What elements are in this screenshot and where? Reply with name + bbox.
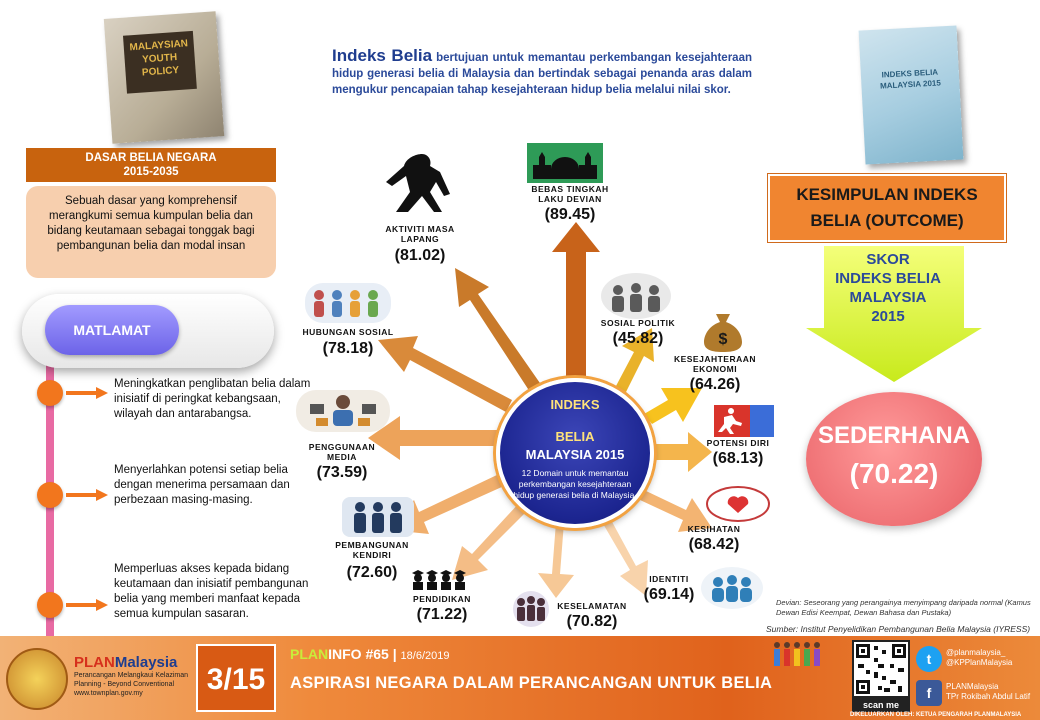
people-row-icon	[772, 640, 826, 668]
outcome-line1: KESIMPULAN INDEKS	[796, 185, 978, 204]
twitter-handles	[946, 648, 1012, 668]
arrow-aktiviti-masa	[455, 268, 542, 392]
book-cover-title: INDEKS BELIA MALAYSIA 2015	[879, 67, 942, 91]
goal-item-2: Menyerlahkan potensi setiap belia dengan menerima persamaan dan perbezaan masing-masing.	[114, 464, 290, 506]
issued-by-note: DIKELUARKAN OLEH: KETUA PENGARAH PLANMALAYSIA	[850, 712, 1022, 718]
skor-line4: 2015	[871, 308, 905, 325]
arrow-keselamatan	[538, 522, 574, 598]
runner-potential-icon	[714, 405, 774, 437]
svg-text:$: $	[718, 331, 728, 348]
social-politics-crowd-icon	[600, 272, 672, 320]
planinfo-separator: |	[388, 646, 401, 662]
domain-label-line: KENDIRI	[352, 550, 392, 560]
domain-label-line: BEBAS TINGKAH	[531, 184, 609, 194]
domain-label-keselamatan: KESELAMATAN	[557, 601, 627, 611]
arrow-identiti	[602, 518, 648, 596]
domain-label-potensi-diri: POTENSI DIRI	[706, 438, 770, 448]
domain-score-kesejahteraan-ekonomi: (64.26)	[689, 376, 741, 393]
devian-note: Devian: Seseorang yang perangainya menyimpang daripada normal (Kamus Dewan Edisi Keempat, Dewan Bahasa dan Pustaka)	[776, 598, 1031, 617]
domain-score-pembangunan-kendiri: (72.60)	[346, 564, 398, 581]
brand-sub2: Planning - Beyond Conventional	[74, 681, 175, 688]
planinfo-issue	[290, 646, 449, 662]
domain-score-kesihatan: (68.42)	[688, 536, 740, 553]
planinfo-number: INFO #65	[328, 646, 389, 662]
domain-label-penggunaan-media	[292, 442, 392, 462]
domain-label-line: LAPANG	[400, 234, 440, 244]
outcome-line2: BELIA (OUTCOME)	[810, 211, 964, 230]
skor-indeks-label	[808, 250, 968, 326]
domain-label-sosial-politik: SOSIAL POLITIK	[600, 318, 676, 328]
safety-people-icon	[506, 590, 556, 628]
domain-score-sosial-politik: (45.82)	[612, 330, 664, 347]
brand-url: www.townplan.gov.my	[74, 690, 143, 697]
center-line3: MALAYSIA 2015	[525, 447, 625, 462]
domain-label-pendidikan: PENDIDIKAN	[413, 594, 471, 604]
domain-label-kesihatan: KESIHATAN	[687, 524, 741, 534]
source-note: Sumber: Institut Penyelidikan Pembangunan Belia Malaysia (IYRESS)	[766, 624, 1031, 634]
qr-code[interactable]	[852, 640, 910, 698]
domain-label-line: PEMBANGUNAN	[335, 540, 409, 550]
domain-label-line: LAKU DEVIAN	[538, 194, 602, 204]
domain-label-line: PENGGUNAAN	[308, 442, 376, 452]
skor-line2: INDEKS BELIA	[835, 270, 941, 287]
dasar-belia-description: Sebuah dasar yang komprehensif merangkumi semua kumpulan belia dan bidang keutamaan sebagai tonggak bagi pembangunan belia dan modal insan	[26, 186, 276, 278]
domain-score-pendidikan: (71.22)	[416, 606, 468, 623]
planmalaysia-brand	[74, 654, 194, 698]
goal-item-3: Memperluas akses kepada bidang keutamaan dan inisiatif pembangunan belia yang memberi manfaat kepada semua kumpulan sasaran.	[114, 563, 309, 620]
facebook-pages	[946, 682, 1030, 702]
brand-malaysia: Malaysia	[114, 654, 178, 671]
domain-score-identiti: (69.14)	[643, 586, 695, 603]
domain-label-pembangunan-kendiri	[320, 540, 424, 560]
dasar-title-line1: DASAR BELIA NEGARA	[85, 152, 217, 164]
footer-title: ASPIRASI NEGARA DALAM PERANCANGAN UNTUK BELIA	[290, 674, 773, 692]
book-cover-title: MALAYSIAN YOUTH POLICY	[123, 31, 197, 94]
people-group-icon	[305, 283, 391, 323]
result-circle	[806, 392, 982, 526]
result-score: (70.22)	[849, 458, 939, 489]
dasar-title-line2: 2015-2035	[123, 166, 179, 178]
twitter-handle-2[interactable]: @KPPlanMalaysia	[946, 658, 1013, 667]
intro-lead: Indeks Belia	[332, 46, 433, 65]
domain-score-penggunaan-media: (73.59)	[316, 464, 368, 481]
center-line2: BELIA	[555, 429, 595, 444]
twitter-icon[interactable]: t	[916, 646, 942, 672]
domain-label-hubungan-sosial: HUBUNGAN SOSIAL	[302, 327, 394, 337]
skor-line3: MALAYSIA	[849, 289, 927, 306]
brand-sub1: Perancangan Melangkaui Kelaziman	[74, 672, 189, 679]
domain-score-keselamatan: (70.82)	[566, 613, 618, 630]
domain-score-aktiviti-masa: (81.02)	[394, 247, 446, 264]
domain-score-potensi-diri: (68.13)	[712, 450, 764, 467]
brand-name	[74, 654, 194, 671]
page-number: 3/15	[196, 644, 276, 712]
media-user-icon	[296, 390, 390, 432]
facebook-page-2[interactable]: TPr Rokibah Abdul Latif	[946, 692, 1031, 701]
twitter-handle-1[interactable]: @planmalaysia_	[946, 648, 1006, 657]
brand-plan: PLAN	[74, 654, 115, 671]
domain-label-kesejahteraan-ekonomi	[660, 354, 770, 374]
crest-logo	[6, 648, 68, 710]
domain-label-line: MEDIA	[327, 452, 357, 462]
domain-label-line: KESEJAHTERAAN	[673, 354, 757, 364]
domain-score-bebas-tingkah: (89.45)	[544, 206, 596, 223]
arrow-bebas-tingkah	[552, 222, 600, 378]
result-word: SEDERHANA	[817, 422, 970, 449]
domain-score-hubungan-sosial: (78.18)	[322, 340, 374, 357]
indeks-belia-center	[496, 378, 654, 528]
planinfo-date: 18/6/2019	[400, 650, 450, 662]
business-people-icon	[342, 497, 414, 537]
identity-group-icon	[700, 566, 764, 610]
planinfo-plan: PLAN	[290, 646, 329, 662]
qr-pattern-icon	[854, 642, 908, 696]
center-subtitle: 12 Domain untuk memantau perkembangan kesejahteraan hidup generasi belia di Malaysia.	[513, 468, 637, 500]
facebook-icon[interactable]: f	[916, 680, 942, 706]
domain-label-identiti: IDENTITI	[649, 574, 689, 584]
goal-item-1: Meningkatkan penglibatan belia dalam inisiatif di peringkat kebangsaan, wilayah dan antarabangsa.	[114, 378, 311, 420]
center-line1: INDEKS	[550, 397, 600, 412]
domain-label-line: EKONOMI	[692, 364, 738, 374]
health-heart-icon	[706, 486, 770, 522]
mosque-silhouette-icon	[527, 143, 603, 183]
matlamat-label: MATLAMAT	[45, 305, 179, 355]
domain-label-bebas-tingkah	[520, 184, 620, 204]
indeks-belia-book-image	[859, 26, 964, 165]
skor-line1: SKOR	[866, 251, 910, 268]
facebook-page-1[interactable]: PLANMalaysia	[946, 682, 999, 691]
domain-label-line: AKTIVITI MASA	[385, 224, 455, 234]
intro-text: bertujuan untuk memantau perkembangan kesejahteraan hidup generasi belia di Malaysia dan bertindak sebagai penanda aras dalam mengukur pencapaian tahap kesejahteraan hidup belia melalui nilai skor.	[332, 52, 752, 96]
money-bag-icon	[700, 310, 746, 354]
scan-me-label: scan me	[852, 698, 910, 712]
kesimpulan-outcome-box	[768, 174, 1006, 242]
domain-label-aktiviti-masa	[372, 224, 468, 244]
hiker-silhouette-icon	[382, 150, 466, 222]
